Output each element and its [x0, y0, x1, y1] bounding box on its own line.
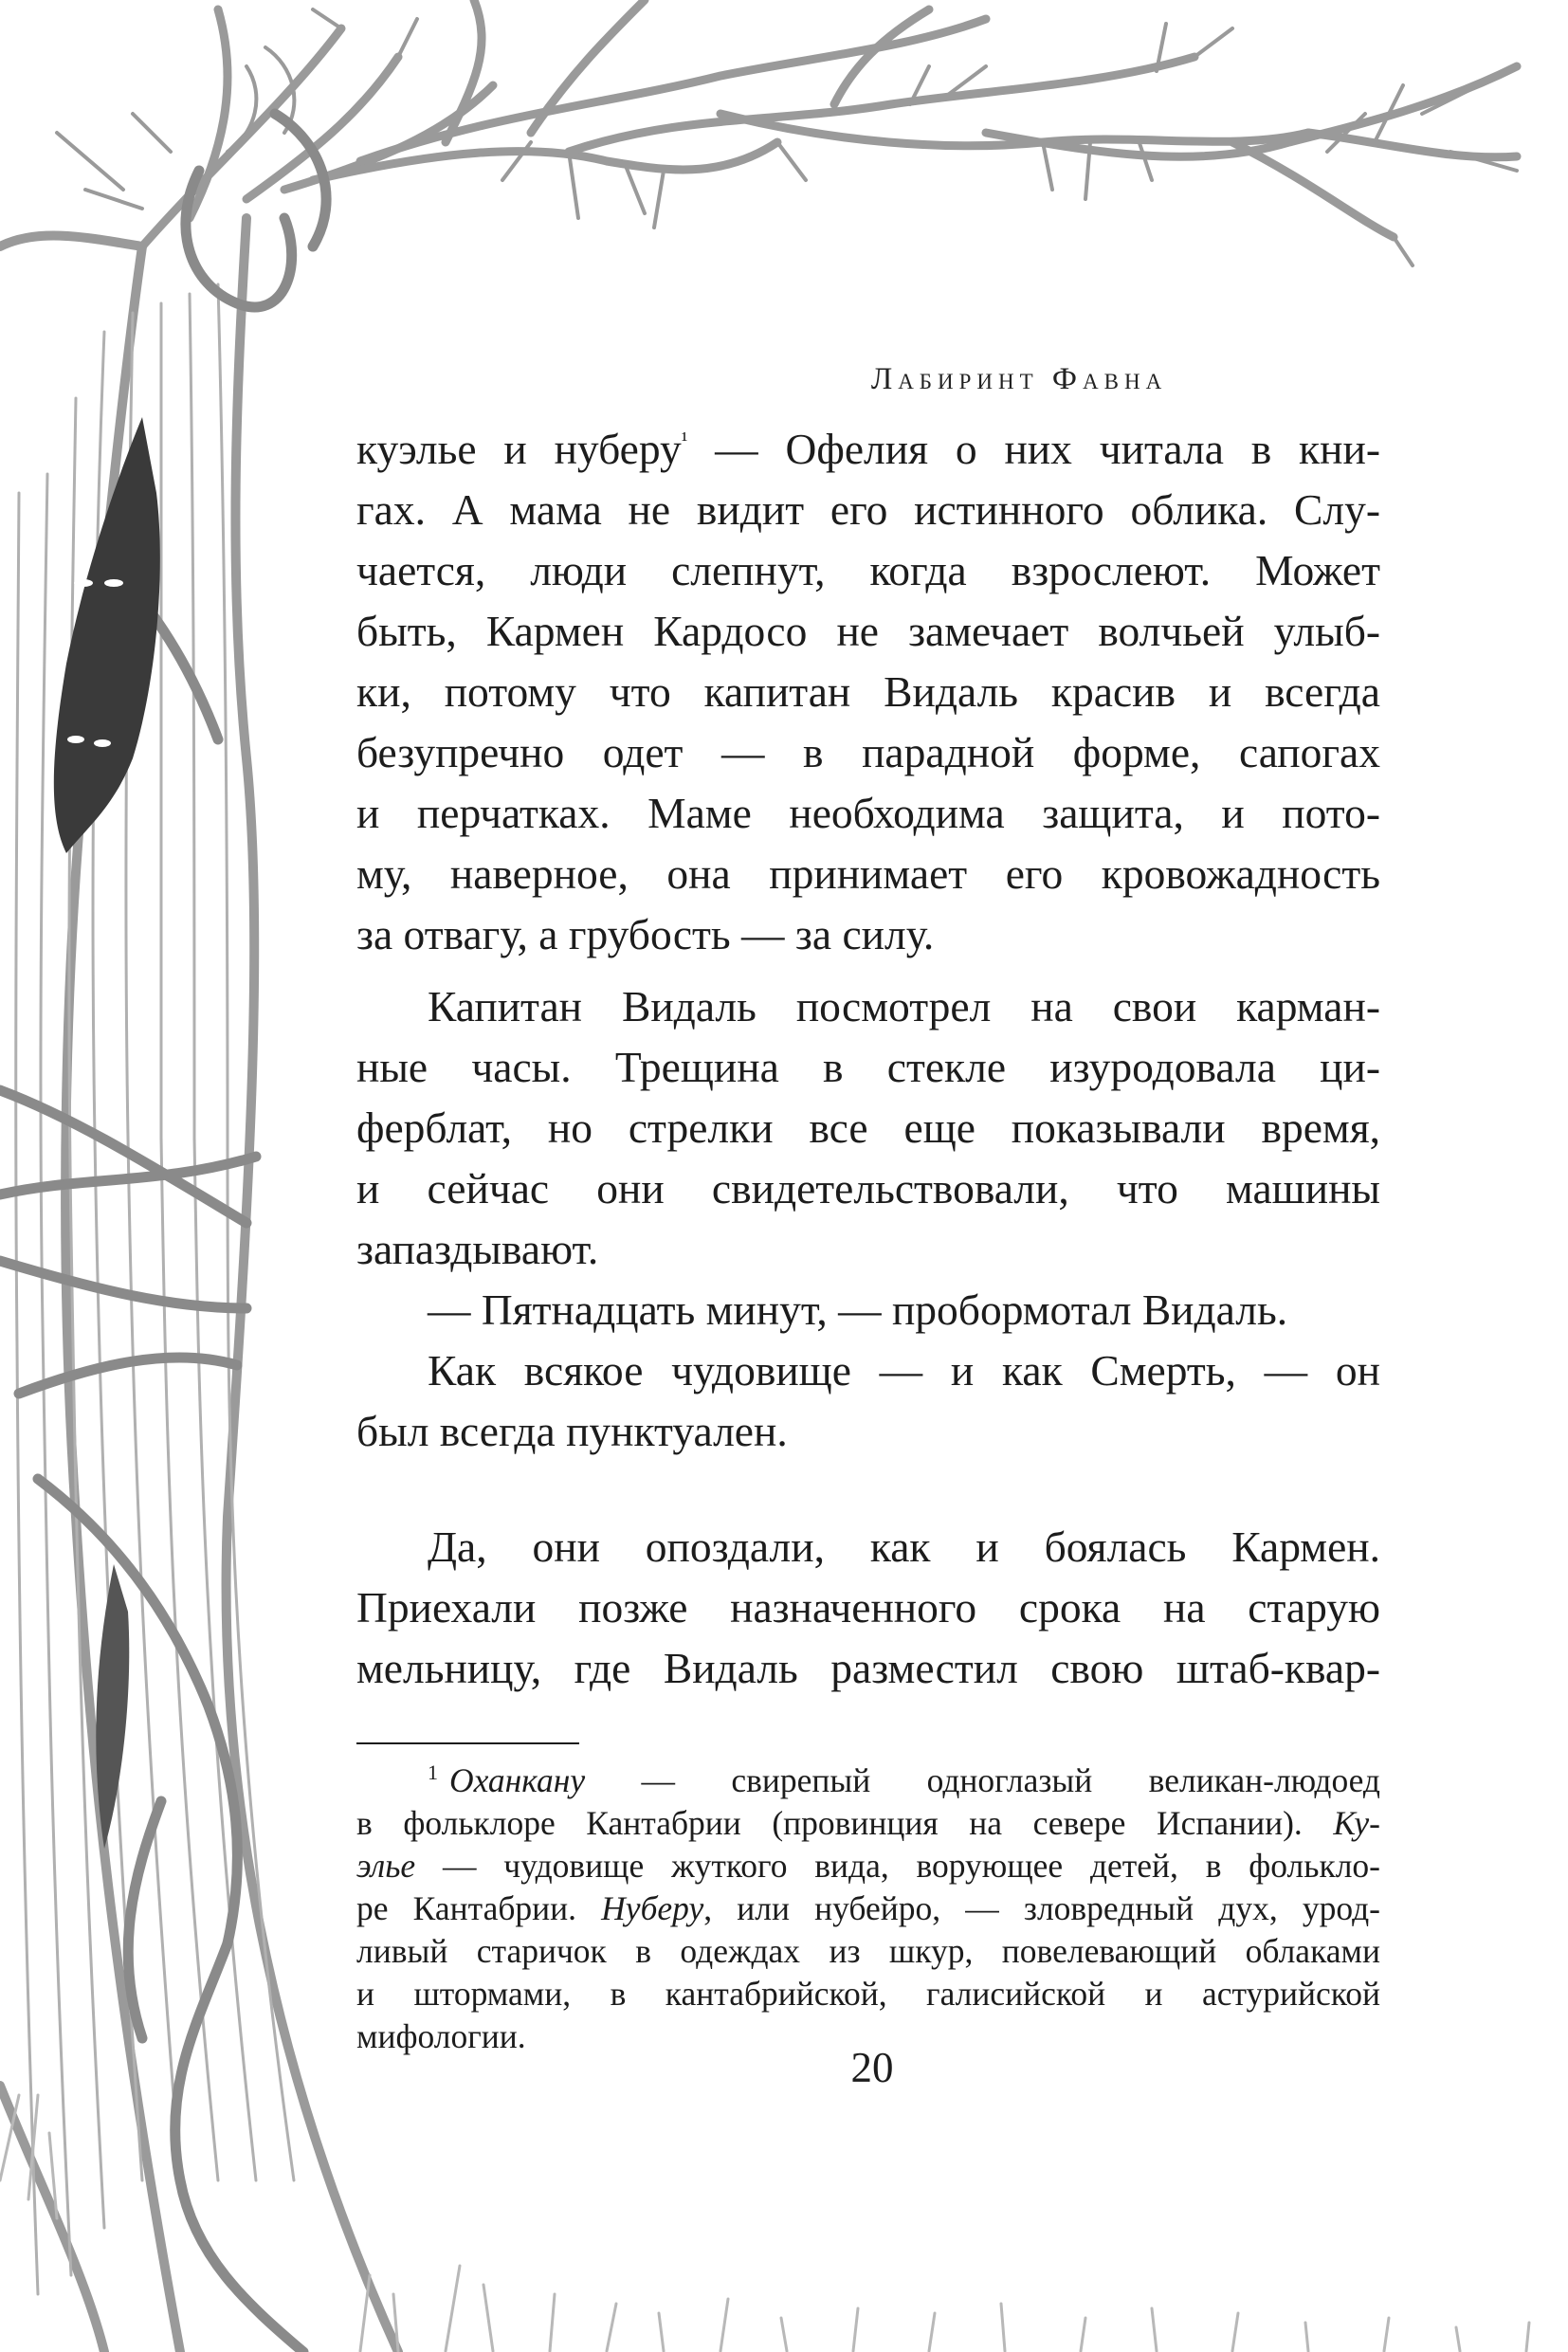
- text-line: запаздывают.: [356, 1225, 599, 1273]
- footnote-line: ре Кантабрии. Нуберу, или нубейро, — зловредный дух, урод-: [356, 1889, 1380, 1927]
- page-number: 20: [850, 2044, 894, 2091]
- paragraph-1: [356, 419, 1380, 965]
- tree-hollow: [54, 417, 160, 853]
- text-line: был всегда пунктуален.: [356, 1407, 788, 1455]
- text-line: ки, потому что капитан Видаль красив и всегда: [356, 667, 1380, 716]
- paragraph-2: [356, 976, 1380, 1280]
- text-line: за отвагу, а грубость — за силу.: [356, 910, 935, 958]
- text-line: быть, Кармен Кардосо не замечает волчьей улыб-: [356, 607, 1380, 655]
- footnote-divider: [356, 1742, 579, 1744]
- footnote-line: ливый старичок в одеждах из шкур, повелевающий облаками: [356, 1932, 1380, 1970]
- footnote-line: в фольклоре Кантабрии (провинция на севере Испании). Ку-: [356, 1804, 1380, 1842]
- paragraph-4: [356, 1340, 1380, 1462]
- paragraph-3: [356, 1280, 1380, 1340]
- running-head: Лабиринт Фавна: [870, 362, 1168, 396]
- text-line: Капитан Видаль посмотрел на свои карман-: [428, 982, 1380, 1030]
- footnote-line: мифологии.: [356, 2017, 526, 2055]
- text-line: Да, они опоздали, как и боялась Кармен.: [428, 1522, 1380, 1571]
- tree-branches: [142, 0, 1517, 246]
- footnote-line: элье — чудовище жуткого вида, ворующее детей, в фолькло-: [356, 1847, 1380, 1885]
- text-line: ные часы. Трещина в стекле изуродовала ци-: [356, 1043, 1380, 1091]
- grass: [0, 2095, 1529, 2351]
- footnote-line: и штормами, в кантабрийской, галисийской и астурийской: [356, 1975, 1380, 2013]
- footnote-reference[interactable]: ¹: [681, 428, 688, 451]
- text-line: му, наверное, она принимает его кровожадность: [356, 849, 1380, 898]
- text-line: — Пятнадцать минут, — пробормотал Видаль.: [428, 1285, 1288, 1334]
- footnote: [356, 1759, 1380, 2058]
- paragraph-5: [356, 1517, 1380, 1699]
- tree-hollow-lower: [96, 1564, 129, 1849]
- text-line: чается, люди слепнут, когда взрослеют. Может: [356, 546, 1380, 594]
- text-line: гах. А мама не видит его истинного облика. Слу-: [356, 485, 1380, 534]
- text-line: и перчатках. Маме необходима защита, и пото-: [356, 789, 1380, 837]
- text-line: куэлье и нуберу$^{^1}$ — Офелия о них читала в кни-: [356, 425, 1380, 473]
- footnote-line: $^1$ Оханкану — свирепый одноглазый великан-людоед: [428, 1760, 1380, 1799]
- text-line: Приехали позже назначенного срока на старую: [356, 1583, 1380, 1632]
- text-line: мельницу, где Видаль разместил свою штаб-квар-: [356, 1644, 1380, 1692]
- text-line: и сейчас они свидетельствовали, что машины: [356, 1164, 1380, 1212]
- text-line: безупречно одет — в парадной форме, сапогах: [356, 728, 1380, 776]
- footnote-mark: 1: [428, 1760, 438, 1784]
- text-line: ферблат, но стрелки все еще показывали время,: [356, 1103, 1380, 1152]
- text-line: Как всякое чудовище — и как Смерть, — он: [428, 1346, 1380, 1395]
